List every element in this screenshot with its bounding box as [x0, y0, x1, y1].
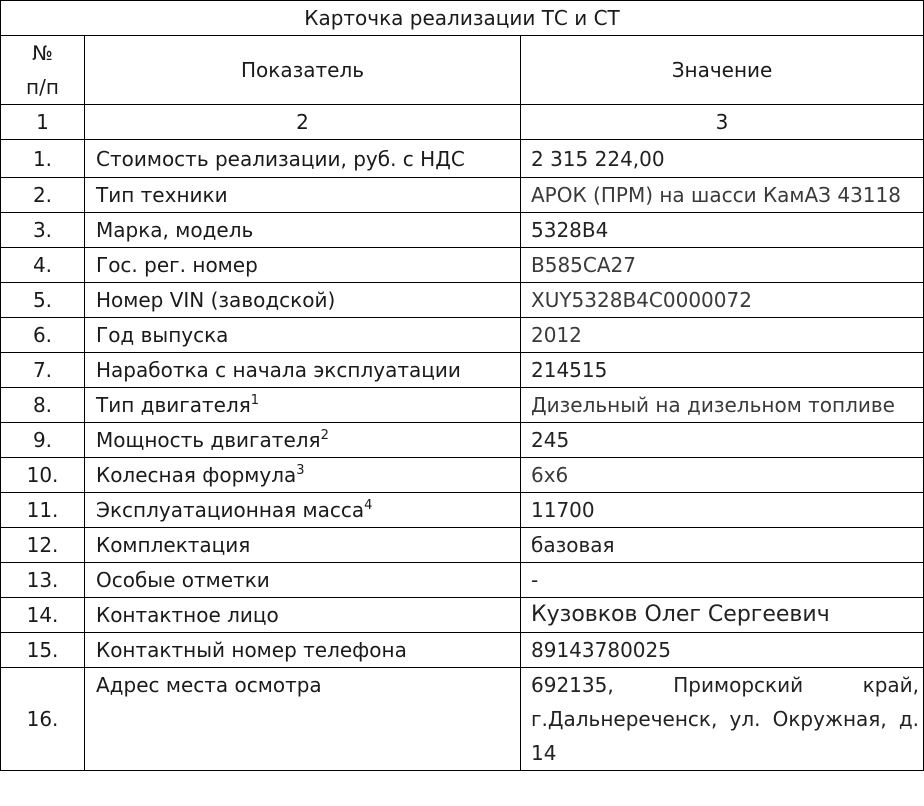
column-number-row — [1, 105, 924, 140]
row-label-text: Мощность двигателя — [96, 428, 321, 452]
table-row — [1, 458, 924, 493]
row-label: Номер VIN (заводской) — [85, 283, 521, 318]
row-label — [85, 493, 521, 528]
row-value: - — [521, 563, 924, 598]
row-label: Марка, модель — [85, 213, 521, 248]
header-number — [1, 36, 85, 105]
header-value: Значение — [521, 36, 924, 105]
row-label: Гос. рег. номер — [85, 248, 521, 283]
header-row — [1, 36, 924, 105]
row-value: 692135, Приморский край, г.Дальнереченск, ул. Окружная, д. 14 — [521, 668, 924, 771]
table-row — [1, 563, 924, 598]
table-row — [1, 388, 924, 423]
row-value: 5328В4 — [521, 213, 924, 248]
title-row — [1, 1, 924, 36]
row-value: 245 — [521, 423, 924, 458]
table-row — [1, 213, 924, 248]
row-number: 4. — [1, 248, 85, 283]
row-label-text: Эксплуатационная масса — [96, 498, 365, 522]
table-row — [1, 633, 924, 668]
table-row — [1, 140, 924, 178]
row-number: 2. — [1, 178, 85, 213]
row-label: Тип техники — [85, 178, 521, 213]
row-number: 1. — [1, 140, 85, 178]
row-value: XUY5328B4C0000072 — [521, 283, 924, 318]
row-value: 89143780025 — [521, 633, 924, 668]
row-number: 8. — [1, 388, 85, 423]
table-row — [1, 318, 924, 353]
table-row — [1, 528, 924, 563]
header-indicator: Показатель — [85, 36, 521, 105]
footnote-mark: 4 — [364, 498, 373, 513]
row-value: В585СА27 — [521, 248, 924, 283]
row-label: Особые отметки — [85, 563, 521, 598]
row-number: 6. — [1, 318, 85, 353]
row-number: 11. — [1, 493, 85, 528]
row-label: Контактное лицо — [85, 598, 521, 633]
row-number: 15. — [1, 633, 85, 668]
table-row — [1, 248, 924, 283]
header-number-pp: п/п — [26, 75, 59, 99]
row-label: Комплектация — [85, 528, 521, 563]
row-label: Год выпуска — [85, 318, 521, 353]
footnote-mark: 3 — [296, 463, 305, 478]
table-title: Карточка реализации ТС и СТ — [1, 1, 924, 36]
row-value: базовая — [521, 528, 924, 563]
row-label: Контактный номер телефона — [85, 633, 521, 668]
row-label: Наработка с начала эксплуатации — [85, 353, 521, 388]
table-row — [1, 668, 924, 771]
table-row — [1, 493, 924, 528]
row-number: 3. — [1, 213, 85, 248]
row-label: Адрес места осмотра — [85, 668, 521, 771]
row-number: 13. — [1, 563, 85, 598]
row-label: Стоимость реализации, руб. с НДС — [85, 140, 521, 178]
table-row — [1, 353, 924, 388]
row-number: 7. — [1, 353, 85, 388]
row-number: 10. — [1, 458, 85, 493]
row-label-text: Тип двигателя — [96, 393, 251, 417]
row-label — [85, 423, 521, 458]
row-number: 16. — [1, 668, 85, 771]
row-value: 11700 — [521, 493, 924, 528]
row-label — [85, 388, 521, 423]
footnote-mark: 1 — [250, 393, 260, 408]
table-row — [1, 598, 924, 633]
row-value: Дизельный на дизельном топливе — [521, 388, 924, 423]
footnote-mark: 2 — [320, 428, 329, 443]
header-number-sign: № — [32, 41, 53, 65]
row-number: 14. — [1, 598, 85, 633]
row-value: Кузовков Олег Сергеевич — [521, 598, 924, 633]
row-value: АРОК (ПРМ) на шасси КамАЗ 43118 — [521, 178, 924, 213]
row-number: 12. — [1, 528, 85, 563]
column-number-2: 2 — [85, 105, 521, 140]
row-label — [85, 458, 521, 493]
column-number-1: 1 — [1, 105, 85, 140]
row-number: 9. — [1, 423, 85, 458]
column-number-3: 3 — [521, 105, 924, 140]
row-number: 5. — [1, 283, 85, 318]
row-value: 2 315 224,00 — [521, 140, 924, 178]
row-value: 6х6 — [521, 458, 924, 493]
row-value: 214515 — [521, 353, 924, 388]
row-value: 2012 — [521, 318, 924, 353]
row-label-text: Колесная формула — [96, 463, 297, 487]
table-row — [1, 423, 924, 458]
table-row — [1, 178, 924, 213]
table-row — [1, 283, 924, 318]
